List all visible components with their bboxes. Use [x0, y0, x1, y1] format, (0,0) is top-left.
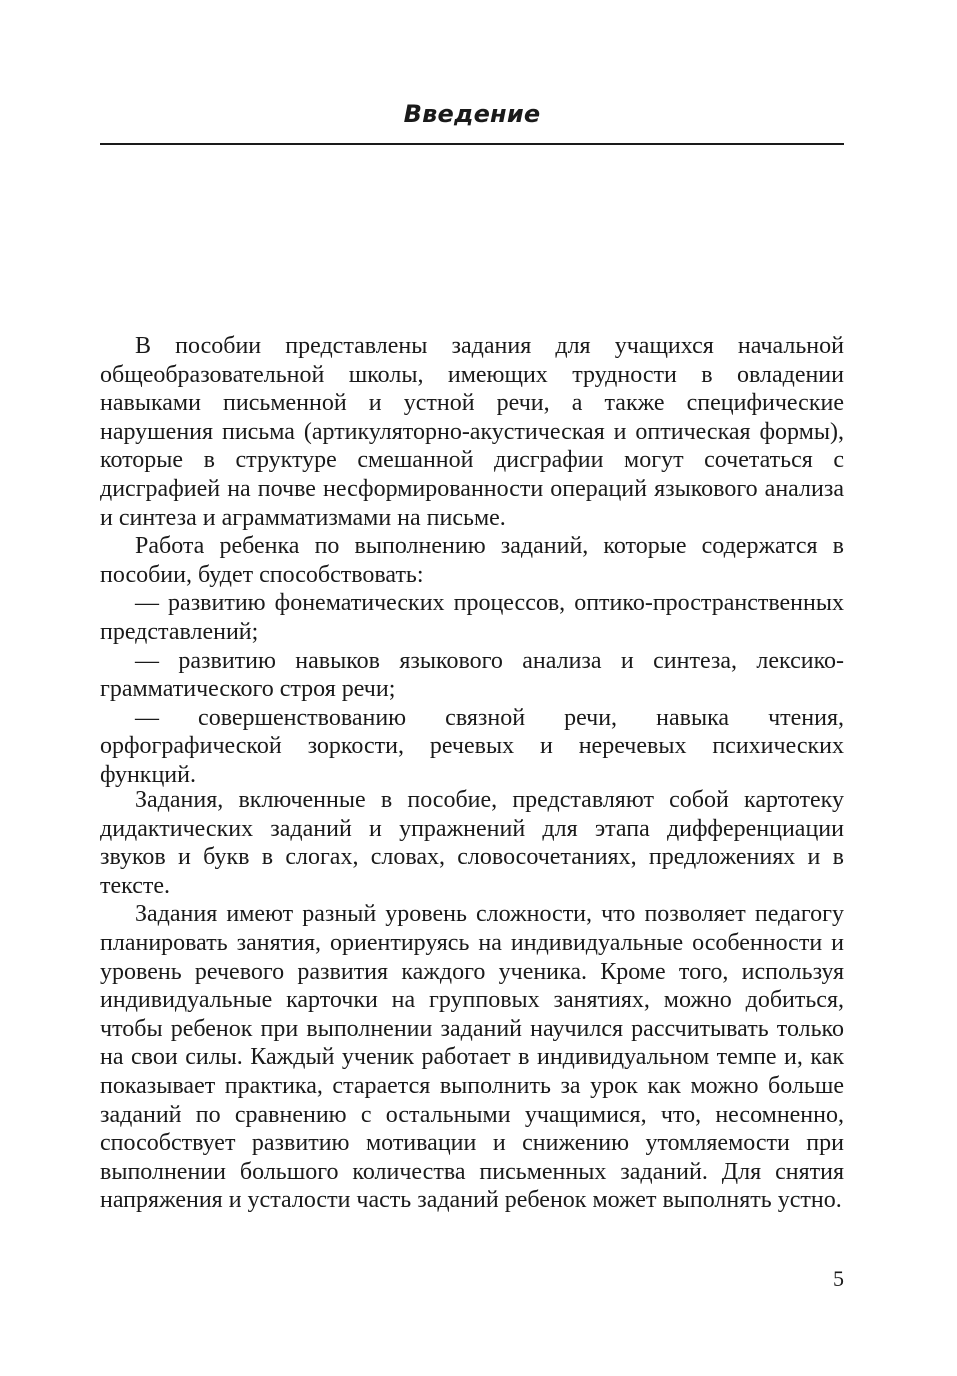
paragraph-intro: В пособии представлены задания для учащихся начальной общеобразовательной школы, имеющих трудности в овладении навыками письменной и устной речи, а также специфические нарушения письма (артикуляторно-акустическая и оптическая формы), которые в структуре смешанной дисграфии могут сочетаться с дисграфией на почве несформированности операций языкового анализа и синтеза и аграмматизмами на письме. — [100, 333, 844, 531]
list-item-language-analysis: — развитию навыков языкового анализа и синтеза, лексико-грамматического строя речи; — [100, 647, 844, 703]
page-title: Введение — [403, 100, 541, 128]
text-block-1 — [100, 332, 844, 790]
paragraph-work: Работа ребенка по выполнению заданий, которые содержатся в пособии, будет способствовать: — [100, 533, 844, 588]
list-item-coherent-speech: — совершенствованию связной речи, навыка чтения, орфографической зоркости, речевых и неречевых психических функций. — [100, 704, 844, 788]
page-number: 5 — [833, 1266, 844, 1291]
paragraph-tasks-difficulty: Задания имеют разный уровень сложности, что позволяет педагогу планировать занятия, ориентируясь на индивидуальные особенности и уровень речевого развития каждого ученика. Кроме того, используя индивидуальные карточки на групповых занятиях, можно добиться, чтобы ребенок при выполнении заданий научился рассчитывать только на свои силы. Каждый ученик работает в индивидуальном темпе и, как показывает практика, старается выполнить за урок как можно больше заданий по сравнению с остальными учащимися, что, несомненно, способствует развитию мотивации и снижению утомляемости при выполнении большого количества письменных заданий. Для снятия напряжения и усталости часть заданий ребенок может выполнять устно. — [100, 901, 844, 1214]
paragraph-tasks-card-index: Задания, включенные в пособие, представляют собой картотеку дидактических заданий и упражнений для этапа дифференциации звуков и букв в слогах, словах, словосочетаниях, предложениях и в тексте. — [100, 787, 844, 899]
text-block-2 — [100, 786, 844, 1215]
header-divider — [100, 143, 844, 145]
list-item-phonematic: — развитию фонематических процессов, оптико-пространственных представлений; — [100, 590, 844, 645]
